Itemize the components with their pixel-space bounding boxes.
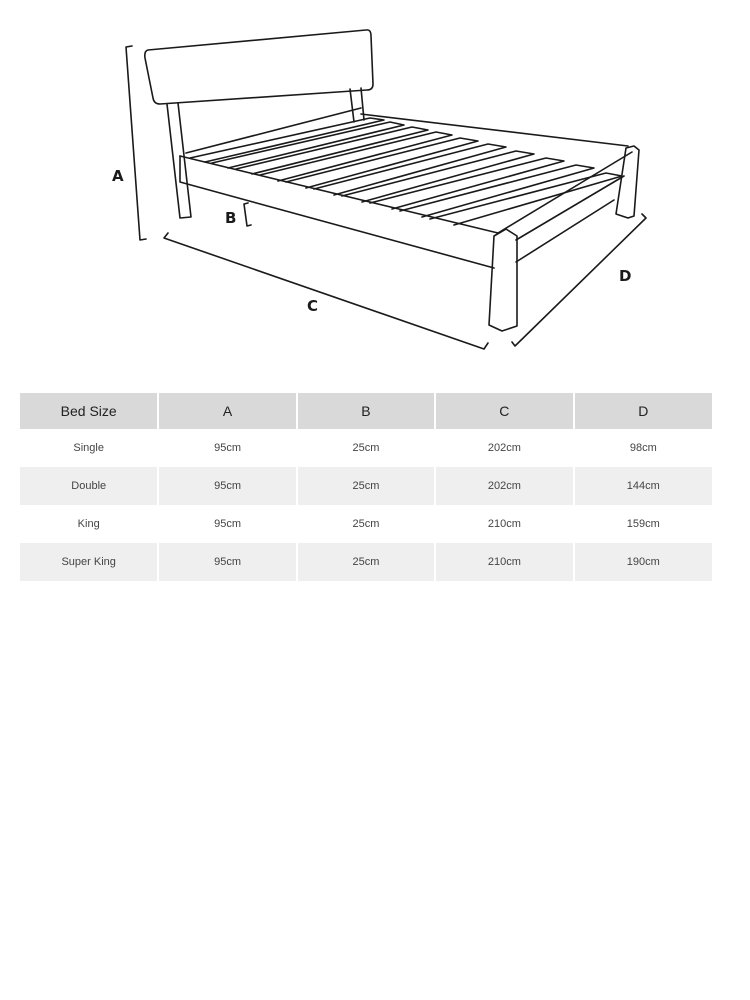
dimension-label-b: B	[225, 209, 237, 227]
cell-c: 202cm	[435, 429, 573, 467]
cell-d: 144cm	[574, 467, 712, 505]
table-header-row	[20, 393, 712, 429]
cell-a: 95cm	[158, 543, 296, 581]
cell-d: 190cm	[574, 543, 712, 581]
header-d: D	[574, 393, 712, 429]
bed-line-drawing	[0, 0, 750, 370]
dimension-line-a	[126, 46, 146, 240]
bed-size-table	[20, 393, 712, 581]
dimension-line-b	[244, 203, 251, 226]
cell-c: 210cm	[435, 543, 573, 581]
dimension-label-c: C	[307, 297, 319, 315]
cell-c: 202cm	[435, 467, 573, 505]
header-b: B	[297, 393, 435, 429]
bed-dimension-diagram	[0, 0, 750, 370]
dimension-line-c	[164, 233, 488, 349]
cell-c: 210cm	[435, 505, 573, 543]
table-row-double	[20, 467, 712, 505]
cell-b: 25cm	[297, 543, 435, 581]
header-bed-size: Bed Size	[20, 393, 158, 429]
cell-d: 98cm	[574, 429, 712, 467]
cell-size: Single	[73, 442, 104, 454]
cell-b: 25cm	[297, 429, 435, 467]
table-row-super-king	[20, 543, 712, 581]
cell-size: King	[77, 518, 100, 530]
cell-size: Super King	[20, 543, 158, 581]
headboard	[145, 30, 373, 104]
slat	[342, 151, 534, 202]
cell-a: 95cm	[158, 467, 296, 505]
cell-d: 159cm	[574, 505, 712, 543]
front-corner-post	[489, 229, 517, 331]
header-c: C	[435, 393, 573, 429]
back-corner-post	[616, 146, 639, 218]
slat	[212, 122, 404, 168]
back-left-post	[167, 103, 191, 218]
cell-a: 95cm	[158, 429, 296, 467]
table-row-single	[20, 429, 712, 467]
cell-b: 25cm	[297, 505, 435, 543]
dimension-label-d: D	[619, 267, 632, 285]
header-a: A	[158, 393, 296, 429]
table-row-king	[20, 505, 712, 543]
dimension-label-a: A	[112, 167, 124, 185]
cell-size: Double	[20, 467, 158, 505]
cell-b: 25cm	[297, 467, 435, 505]
back-right-post	[350, 88, 364, 122]
cell-a: 95cm	[158, 505, 296, 543]
